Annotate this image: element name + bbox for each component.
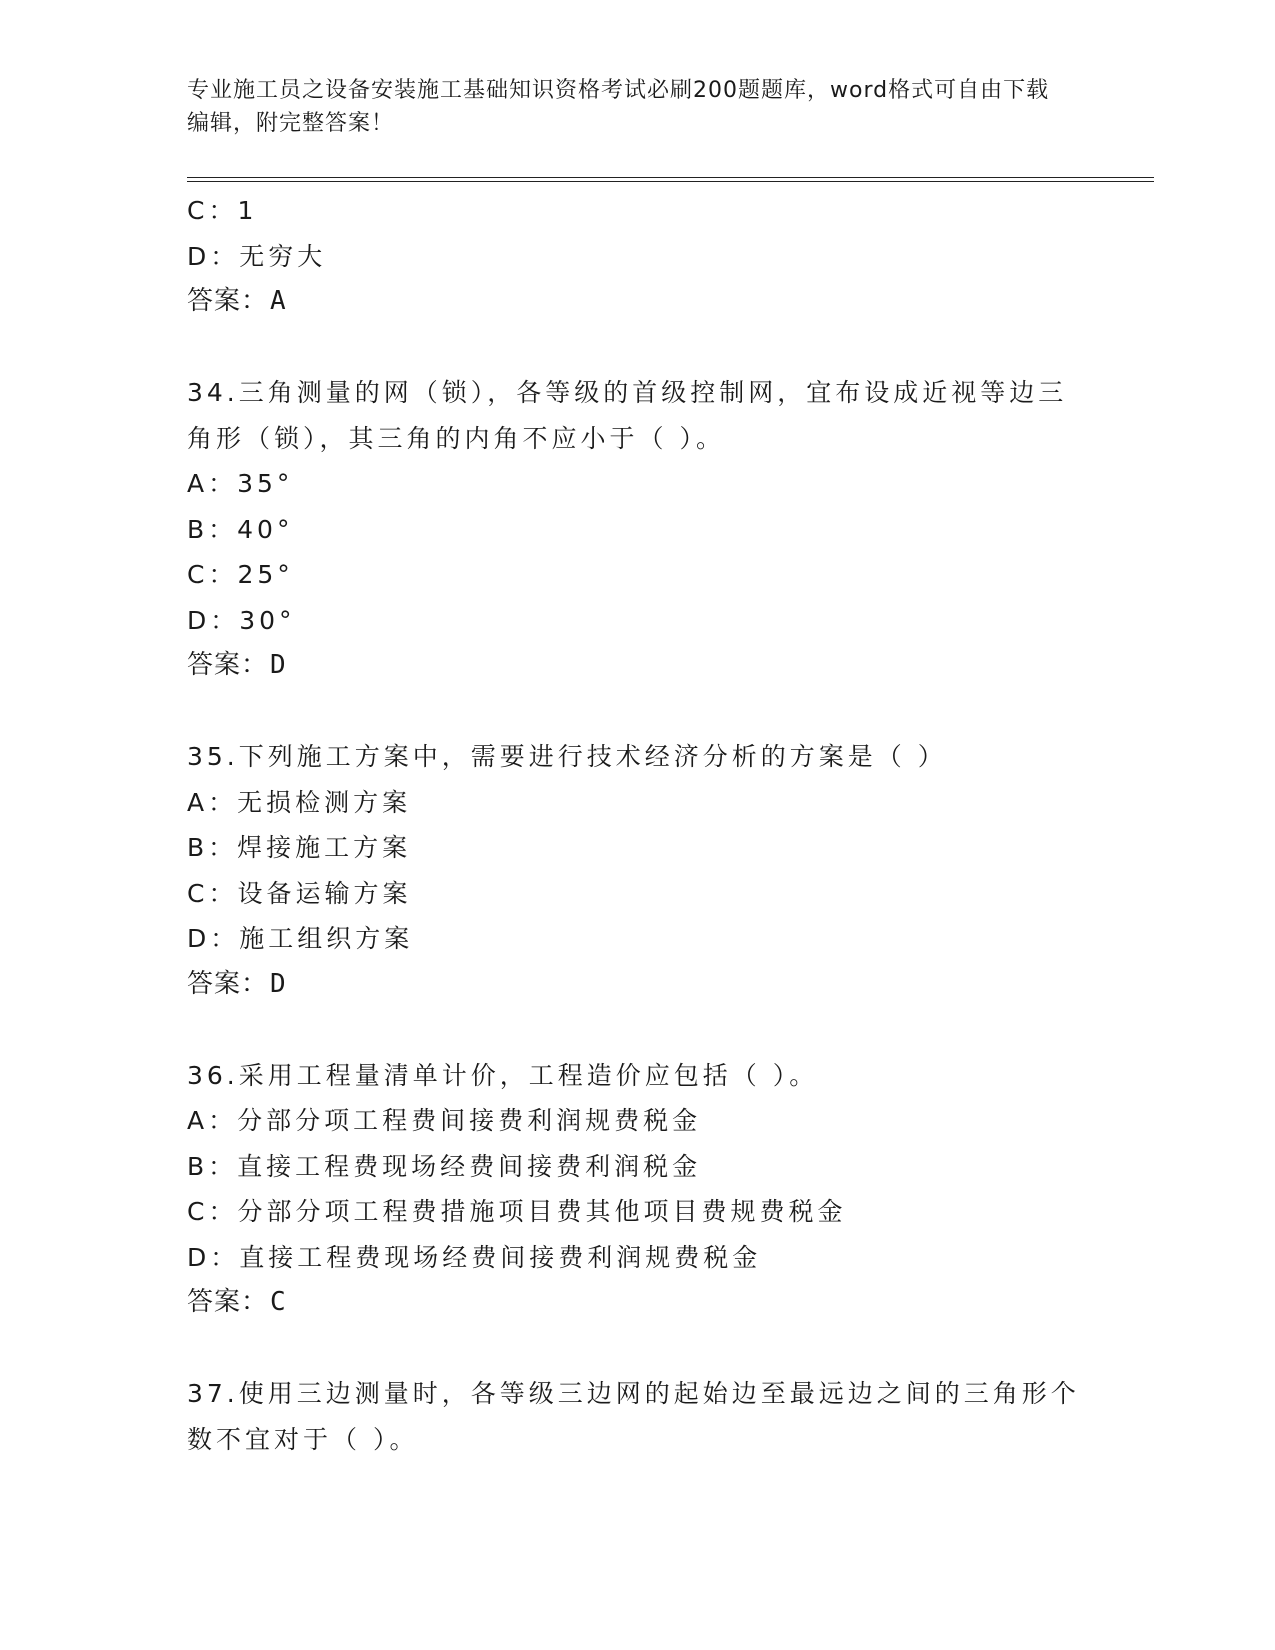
option-d: D：施工组织方案 xyxy=(187,924,414,953)
answer-line xyxy=(187,279,1087,325)
document-title: 专业施工员之设备安装施工基础知识资格考试必刷200题题库，word格式可自由下载编辑，附完整答案！ xyxy=(187,78,1050,136)
answer-label: 答案： xyxy=(187,650,269,680)
question-text: 34.三角测量的网（锁），各等级的首级控制网，宜布设成近视等边三 xyxy=(187,378,1068,407)
question-block xyxy=(187,1053,1087,1326)
question-text: 数不宜对于（ ）。 xyxy=(187,1424,419,1454)
option-a: A：无损检测方案 xyxy=(187,787,412,817)
question-text: 36.采用工程量清单计价，工程造价应包括（ ）。 xyxy=(187,1060,819,1090)
option-a: A：35° xyxy=(187,469,294,498)
question-block xyxy=(187,734,1087,1007)
answer-line xyxy=(187,1280,1087,1326)
answer-value: A xyxy=(270,286,287,316)
document-body xyxy=(187,188,1087,1462)
question-text: 角形（锁），其三角的内角不应小于（ ）。 xyxy=(187,423,725,453)
option-d: D：直接工程费现场经费间接费利润规费税金 xyxy=(187,1242,762,1272)
option-d: D：无穷大 xyxy=(187,241,327,271)
option-a: A：分部分项工程费间接费利润规费税金 xyxy=(187,1106,702,1135)
spacer xyxy=(187,1326,1087,1372)
answer-value: C xyxy=(270,1287,287,1317)
option-b: B：40° xyxy=(187,514,294,544)
answer-label: 答案： xyxy=(187,1287,269,1317)
option-c: C：分部分项工程费措施项目费其他项目费规费税金 xyxy=(187,1197,847,1226)
header-divider xyxy=(187,177,1154,182)
question-block xyxy=(187,1371,1087,1462)
question-text: 37.使用三边测量时，各等级三边网的起始边至最远边之间的三角形个 xyxy=(187,1379,1080,1408)
option-b: B：焊接施工方案 xyxy=(187,833,412,862)
page-header xyxy=(187,74,1067,140)
option-c: C：1 xyxy=(187,196,258,225)
option-d: D：30° xyxy=(187,605,296,635)
option-c: C：25° xyxy=(187,560,294,589)
answer-value: D xyxy=(270,968,287,999)
spacer xyxy=(187,325,1087,371)
option-c: C：设备运输方案 xyxy=(187,878,412,908)
answer-line xyxy=(187,962,1087,1008)
answer-label: 答案： xyxy=(187,968,269,999)
spacer xyxy=(187,1007,1087,1053)
question-block xyxy=(187,370,1087,689)
answer-label: 答案： xyxy=(187,286,269,316)
option-b: B：直接工程费现场经费间接费利润税金 xyxy=(187,1151,702,1181)
answer-value: D xyxy=(270,650,287,680)
answer-line xyxy=(187,643,1087,689)
spacer xyxy=(187,689,1087,735)
question-text: 35.下列施工方案中，需要进行技术经济分析的方案是（ ） xyxy=(187,742,947,771)
